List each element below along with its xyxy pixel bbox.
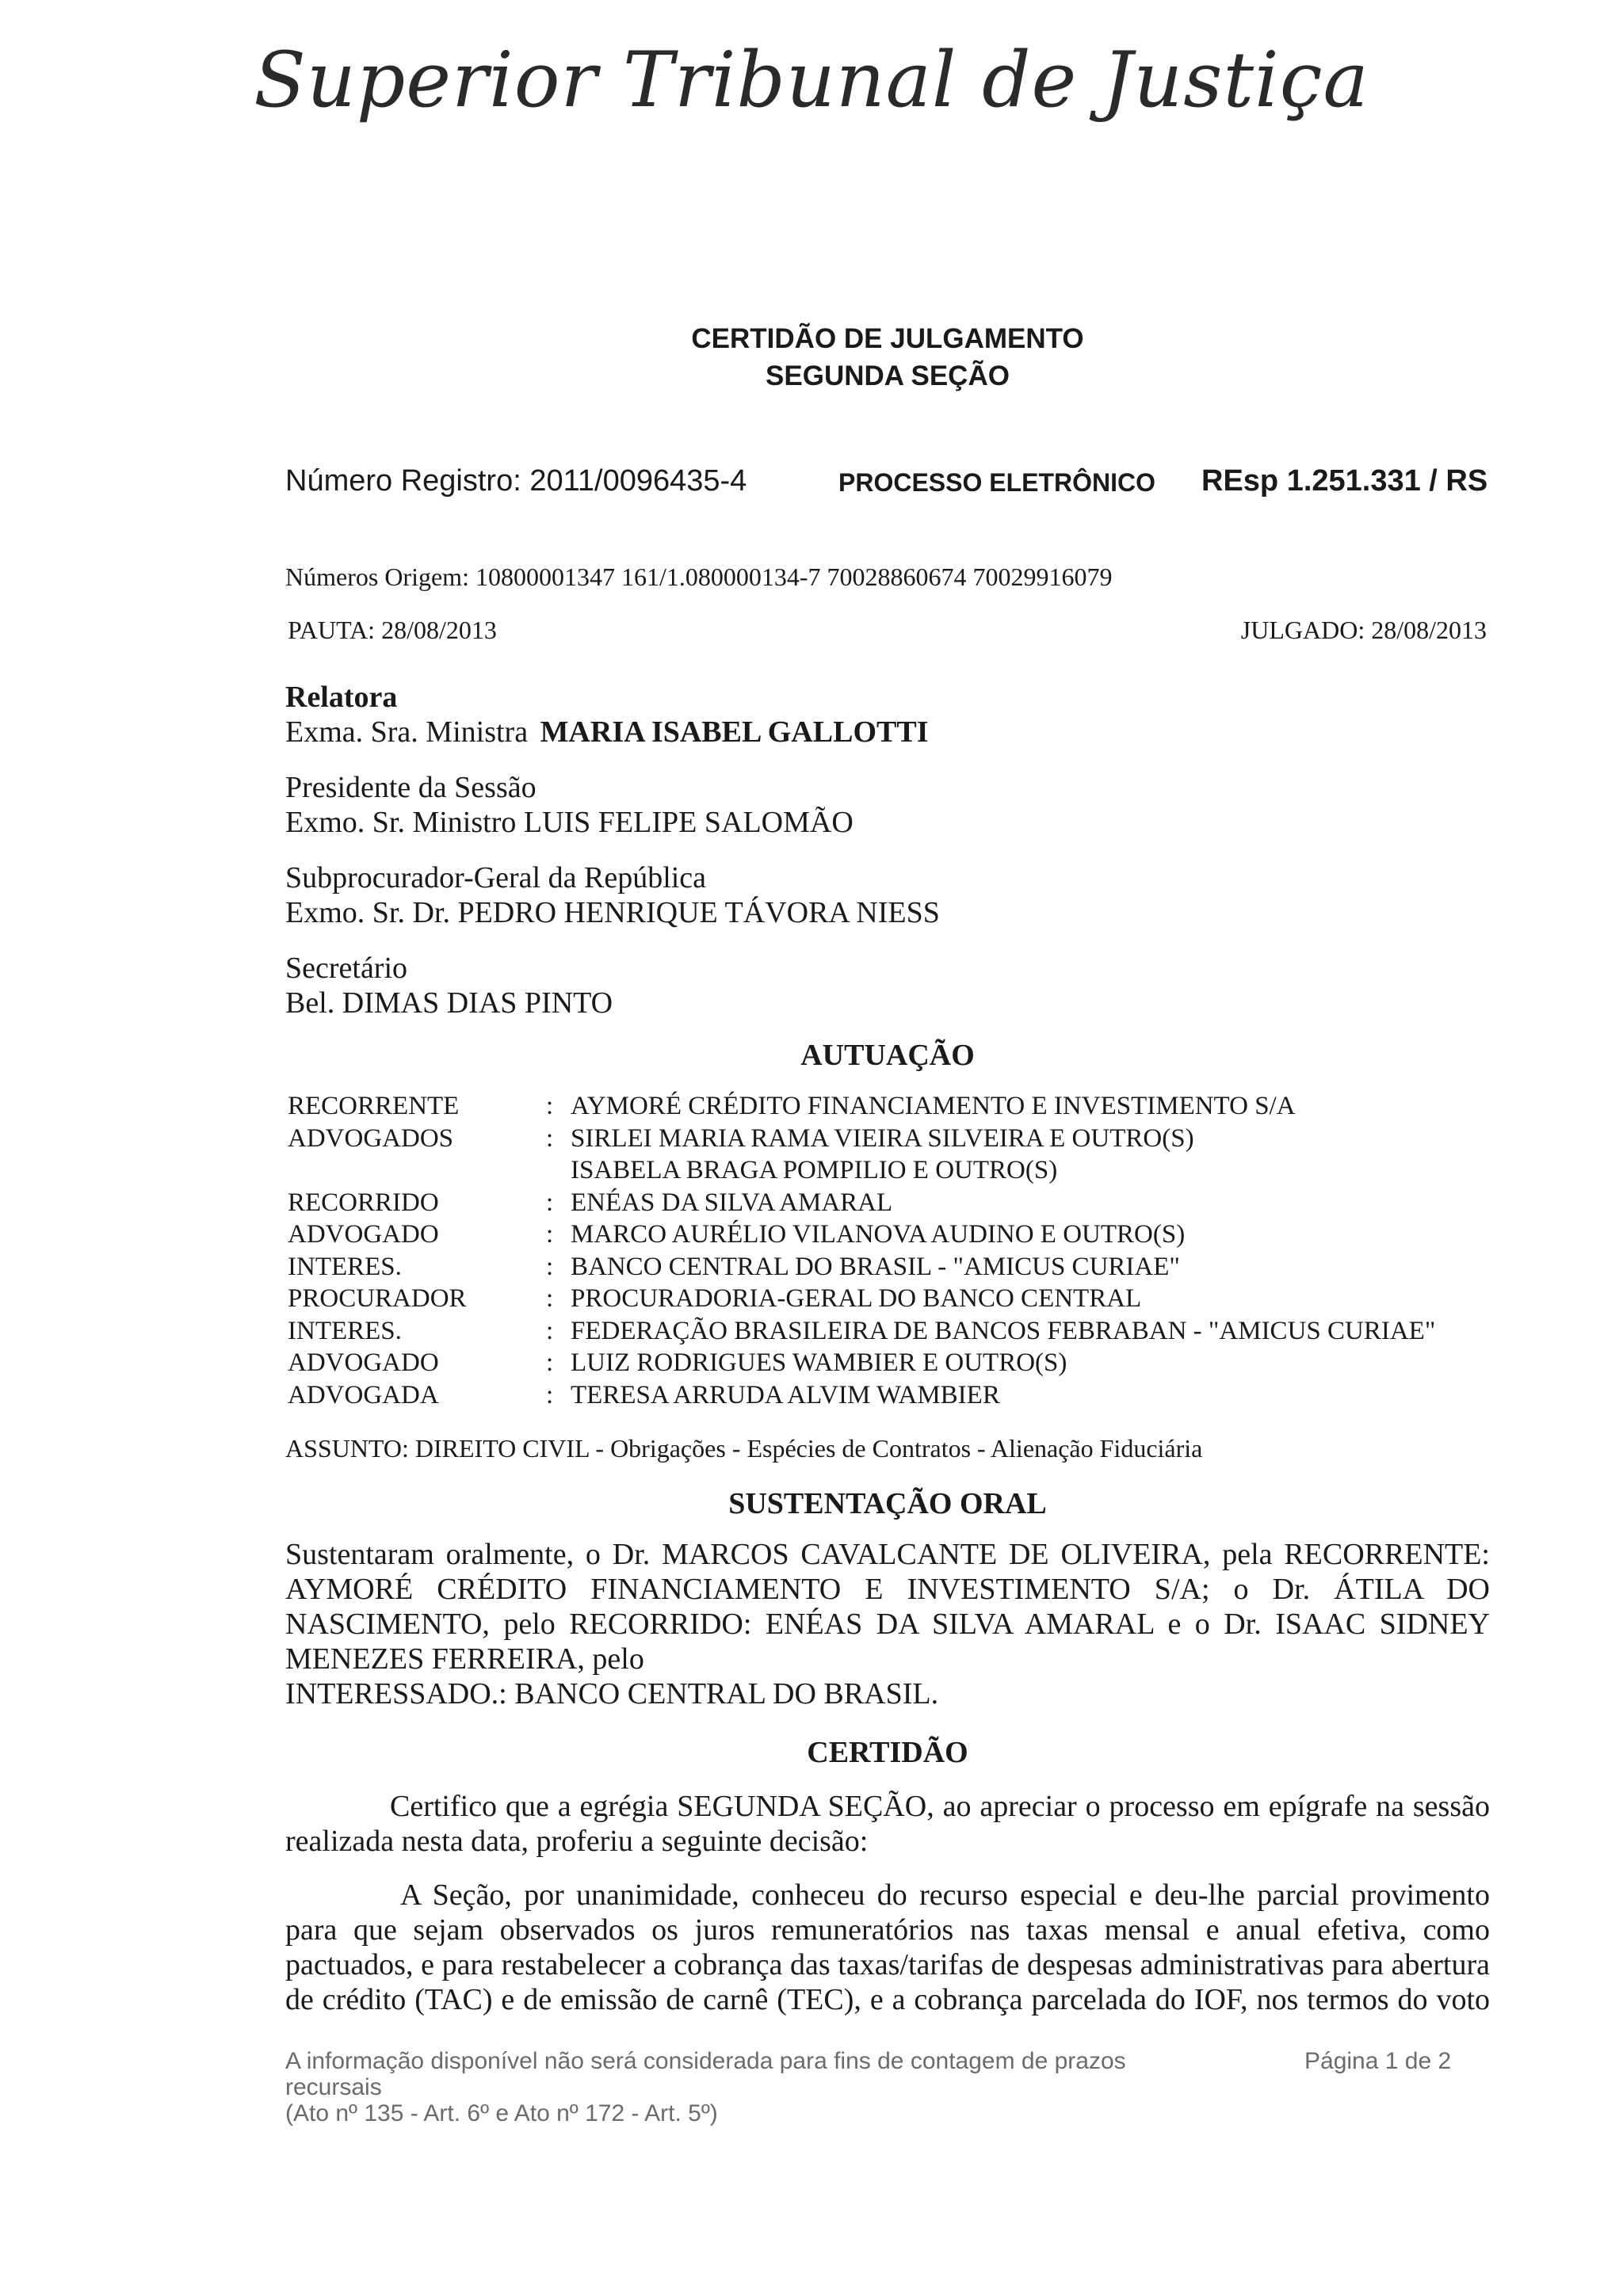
party-role: PROCURADOR [288,1284,467,1313]
party-name: ENÉAS DA SILVA AMARAL [571,1188,893,1217]
resp-number: REsp 1.251.331 / RS [1201,464,1488,498]
secretario-label: Secretário [285,952,408,985]
party-name: PROCURADORIA-GERAL DO BANCO CENTRAL [571,1284,1142,1313]
certidao-line: Certifico que a egrégia SEGUNDA SEÇÃO, ao apreciar o processo em epígrafe na sessão [390,1790,1490,1823]
decisao-line: pactuados, e para restabelecer a cobrança das taxas/tarifas de despesas administrativas para abertura [285,1948,1490,1981]
party-role: ADVOGADO [288,1348,439,1377]
decisao-line: A Seção, por unanimidade, conheceu do recurso especial e deu-lhe parcial provimento [400,1878,1490,1912]
party-name: ISABELA BRAGA POMPILIO E OUTRO(S) [571,1156,1058,1184]
party-colon: : [546,1220,554,1249]
party-colon: : [546,1188,554,1217]
processo-eletronico: PROCESSO ELETRÔNICO [838,468,1156,497]
sustentacao-line: MENEZES FERREIRA, pelo [285,1642,644,1676]
party-name: LUIZ RODRIGUES WAMBIER E OUTRO(S) [571,1348,1067,1377]
relatora-label: Relatora [285,681,398,714]
julgado-date: JULGADO: 28/08/2013 [1240,616,1487,644]
party-name: FEDERAÇÃO BRASILEIRA DE BANCOS FEBRABAN - "AMICUS CURIAE" [571,1316,1436,1345]
page-number: Página 1 de 2 [1304,2048,1452,2074]
party-role: ADVOGADOS [288,1123,454,1153]
subprocurador-name: Exmo. Sr. Dr. PEDRO HENRIQUE TÁVORA NIESS [285,896,940,929]
party-colon: : [546,1092,554,1120]
party-role: ADVOGADA [288,1380,439,1409]
numeros-origem: Números Origem: 10800001347 161/1.080000134-7 70028860674 70029916079 [285,563,1113,591]
relatora-line [285,715,928,749]
party-colon: : [546,1316,554,1345]
party-colon: : [546,1380,554,1409]
party-role: RECORRENTE [288,1092,460,1120]
footer-disclaimer [285,2048,1197,2126]
autuacao-heading: AUTUAÇÃO [800,1039,975,1072]
sustentacao-line: INTERESSADO.: BANCO CENTRAL DO BRASIL. [285,1677,939,1711]
relatora-name: MARIA ISABEL GALLOTTI [540,715,929,749]
sustentacao-line: Sustentaram oralmente, o Dr. MARCOS CAVALCANTE DE OLIVEIRA, pela RECORRENTE: [285,1538,1490,1571]
sustentacao-line: AYMORÉ CRÉDITO FINANCIAMENTO E INVESTIMENTO S/A; o Dr. ÁTILA DO [285,1573,1490,1606]
decisao-paragraph [285,1878,1490,2017]
presidente-name: Exmo. Sr. Ministro LUIS FELIPE SALOMÃO [285,806,854,839]
decisao-line: para que sejam observados os juros remuneratórios nas taxas mensal e anual efetiva, como [285,1913,1490,1947]
court-header: Superior Tribunal de Justiça [254,36,1369,124]
decisao-line: de crédito (TAC) e de emissão de carnê (TEC), e a cobrança parcelada do IOF, nos termos do voto [285,1983,1490,2016]
presidente-label: Presidente da Sessão [285,771,537,804]
party-role: RECORRIDO [288,1188,439,1217]
party-name: TERESA ARRUDA ALVIM WAMBIER [571,1380,1000,1409]
footer-line: A informação disponível não será considerada para fins de contagem de prazos [285,2048,1126,2074]
party-colon: : [546,1252,554,1281]
party-role: ADVOGADO [288,1220,439,1249]
party-colon: : [546,1123,554,1153]
sustentacao-paragraph [285,1537,1490,1711]
party-role: INTERES. [288,1252,402,1281]
party-role: INTERES. [288,1316,402,1345]
assunto: ASSUNTO: DIREITO CIVIL - Obrigações - Espécies de Contratos - Alienação Fiduciária [285,1434,1203,1463]
certidao-line: realizada nesta data, proferiu a seguinte decisão: [285,1825,869,1858]
party-colon: : [546,1284,554,1313]
party-name: BANCO CENTRAL DO BRASIL - "AMICUS CURIAE" [571,1252,1180,1281]
section-title: SEGUNDA SEÇÃO [766,360,1010,391]
certidao-paragraph [285,1789,1490,1859]
footer-line: recursais [285,2074,382,2100]
party-name: AYMORÉ CRÉDITO FINANCIAMENTO E INVESTIMENTO S/A [571,1092,1296,1120]
party-name: MARCO AURÉLIO VILANOVA AUDINO E OUTRO(S) [571,1220,1186,1249]
sustentacao-line: NASCIMENTO, pelo RECORRIDO: ENÉAS DA SILVA AMARAL e o Dr. ISAAC SIDNEY [285,1608,1490,1641]
footer-line: (Ato nº 135 - Art. 6º e Ato nº 172 - Art. 5º) [285,2100,718,2126]
registro-number: Número Registro: 2011/0096435-4 [285,464,747,498]
secretario-name: Bel. DIMAS DIAS PINTO [285,986,613,1020]
sustentacao-heading: SUSTENTAÇÃO ORAL [728,1487,1047,1520]
certidao-heading: CERTIDÃO [807,1736,968,1769]
subprocurador-label: Subprocurador-Geral da República [285,861,707,894]
party-name: SIRLEI MARIA RAMA VIEIRA SILVEIRA E OUTRO(S) [571,1123,1194,1153]
pauta-date: PAUTA: 28/08/2013 [288,616,497,644]
relatora-prefix: Exma. Sra. Ministra [285,715,529,749]
document-title: CERTIDÃO DE JULGAMENTO [691,323,1084,354]
party-colon: : [546,1348,554,1377]
